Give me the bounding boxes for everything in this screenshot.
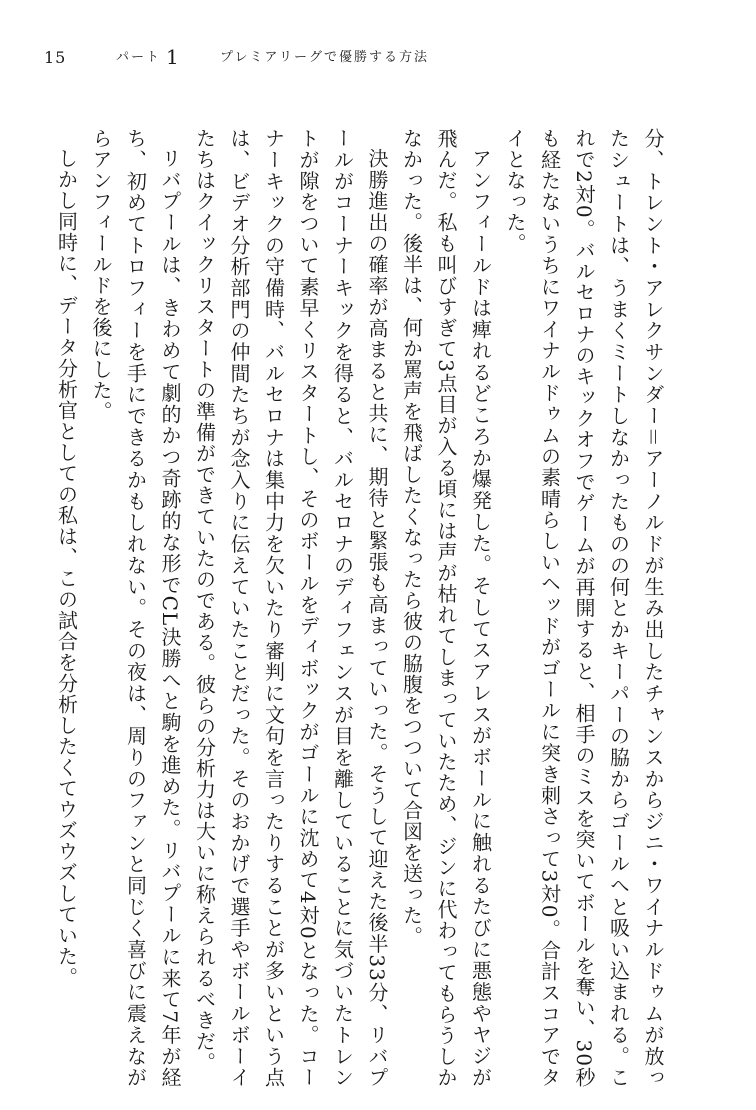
paragraph: リバプールは、きわめて劇的かつ奇跡的な形でCL決勝へと駒を進めた。リバプールに来て7年が経ち、初めてトロフィーを手にできるかもしれない。その夜は、周りのファンと同じく喜びに震えながらアンフィールドを後にした。: [89, 128, 182, 1088]
running-header: [0, 45, 756, 72]
paragraph-continuation: 分、トレント・アレクサンダー＝アーノルドが生み出したチャンスからジニ・ワイナルドゥムが放ったシュートは、うまくミートしなかったものの何とかキーパーの脇からゴールへと吸い込まれる。これで2対0。バルセロナのキックオフでゲームが再開すると、相手のミスを突いてボールを奪い、30秒も経たないうちにワイナルドゥムの素晴らしいヘッドがゴールに突き刺さって3対0。合計スコアでタイとなった。: [503, 128, 665, 1088]
paragraph: アンフィールドは痺れるどころか爆発した。そしてスアレスがボールに触れるたびに悪態やヤジが飛んだ。私も叫びすぎて3点目が入る頃には声が枯れてしまっていたため、ジンに代わってもらうしかなかった。後半は、何か罵声を飛ばしたくなったら彼の脇腹をつついて合図を送った。: [399, 128, 493, 1088]
paragraph: しかし同時に、データ分析官としての私は、この試合を分析したくてウズウズしていた。: [54, 148, 79, 988]
chapter-title: プレミアリーグで優勝する方法: [220, 50, 429, 65]
page-number: 15: [44, 48, 67, 67]
body-text: [54, 128, 670, 1088]
part-label: パート: [116, 50, 162, 65]
paragraph: 決勝進出の確率が高まると共に、期待と緊張も高まっていった。そうして迎えた後半33分、リバプールがコーナーキックを得ると、バルセロナのディフェンスが目を離していることに気づいたトレントが隙をついて素早くリスタートし、そのボールをディボックがゴールに沈めて4対0となった。コーナーキックの守備時、バルセロナは集中力を欠いたり審判に文句を言ったりすることが多いという点は、ビデオ分析部門の仲間たちが念入りに伝えていたことだった。そのおかげで選手やボールボーイたちはクイックリスタートの準備ができていたのである。彼らの分析力は大いに称えられるべきだ。: [192, 128, 389, 1088]
part-number: 1: [166, 45, 179, 69]
